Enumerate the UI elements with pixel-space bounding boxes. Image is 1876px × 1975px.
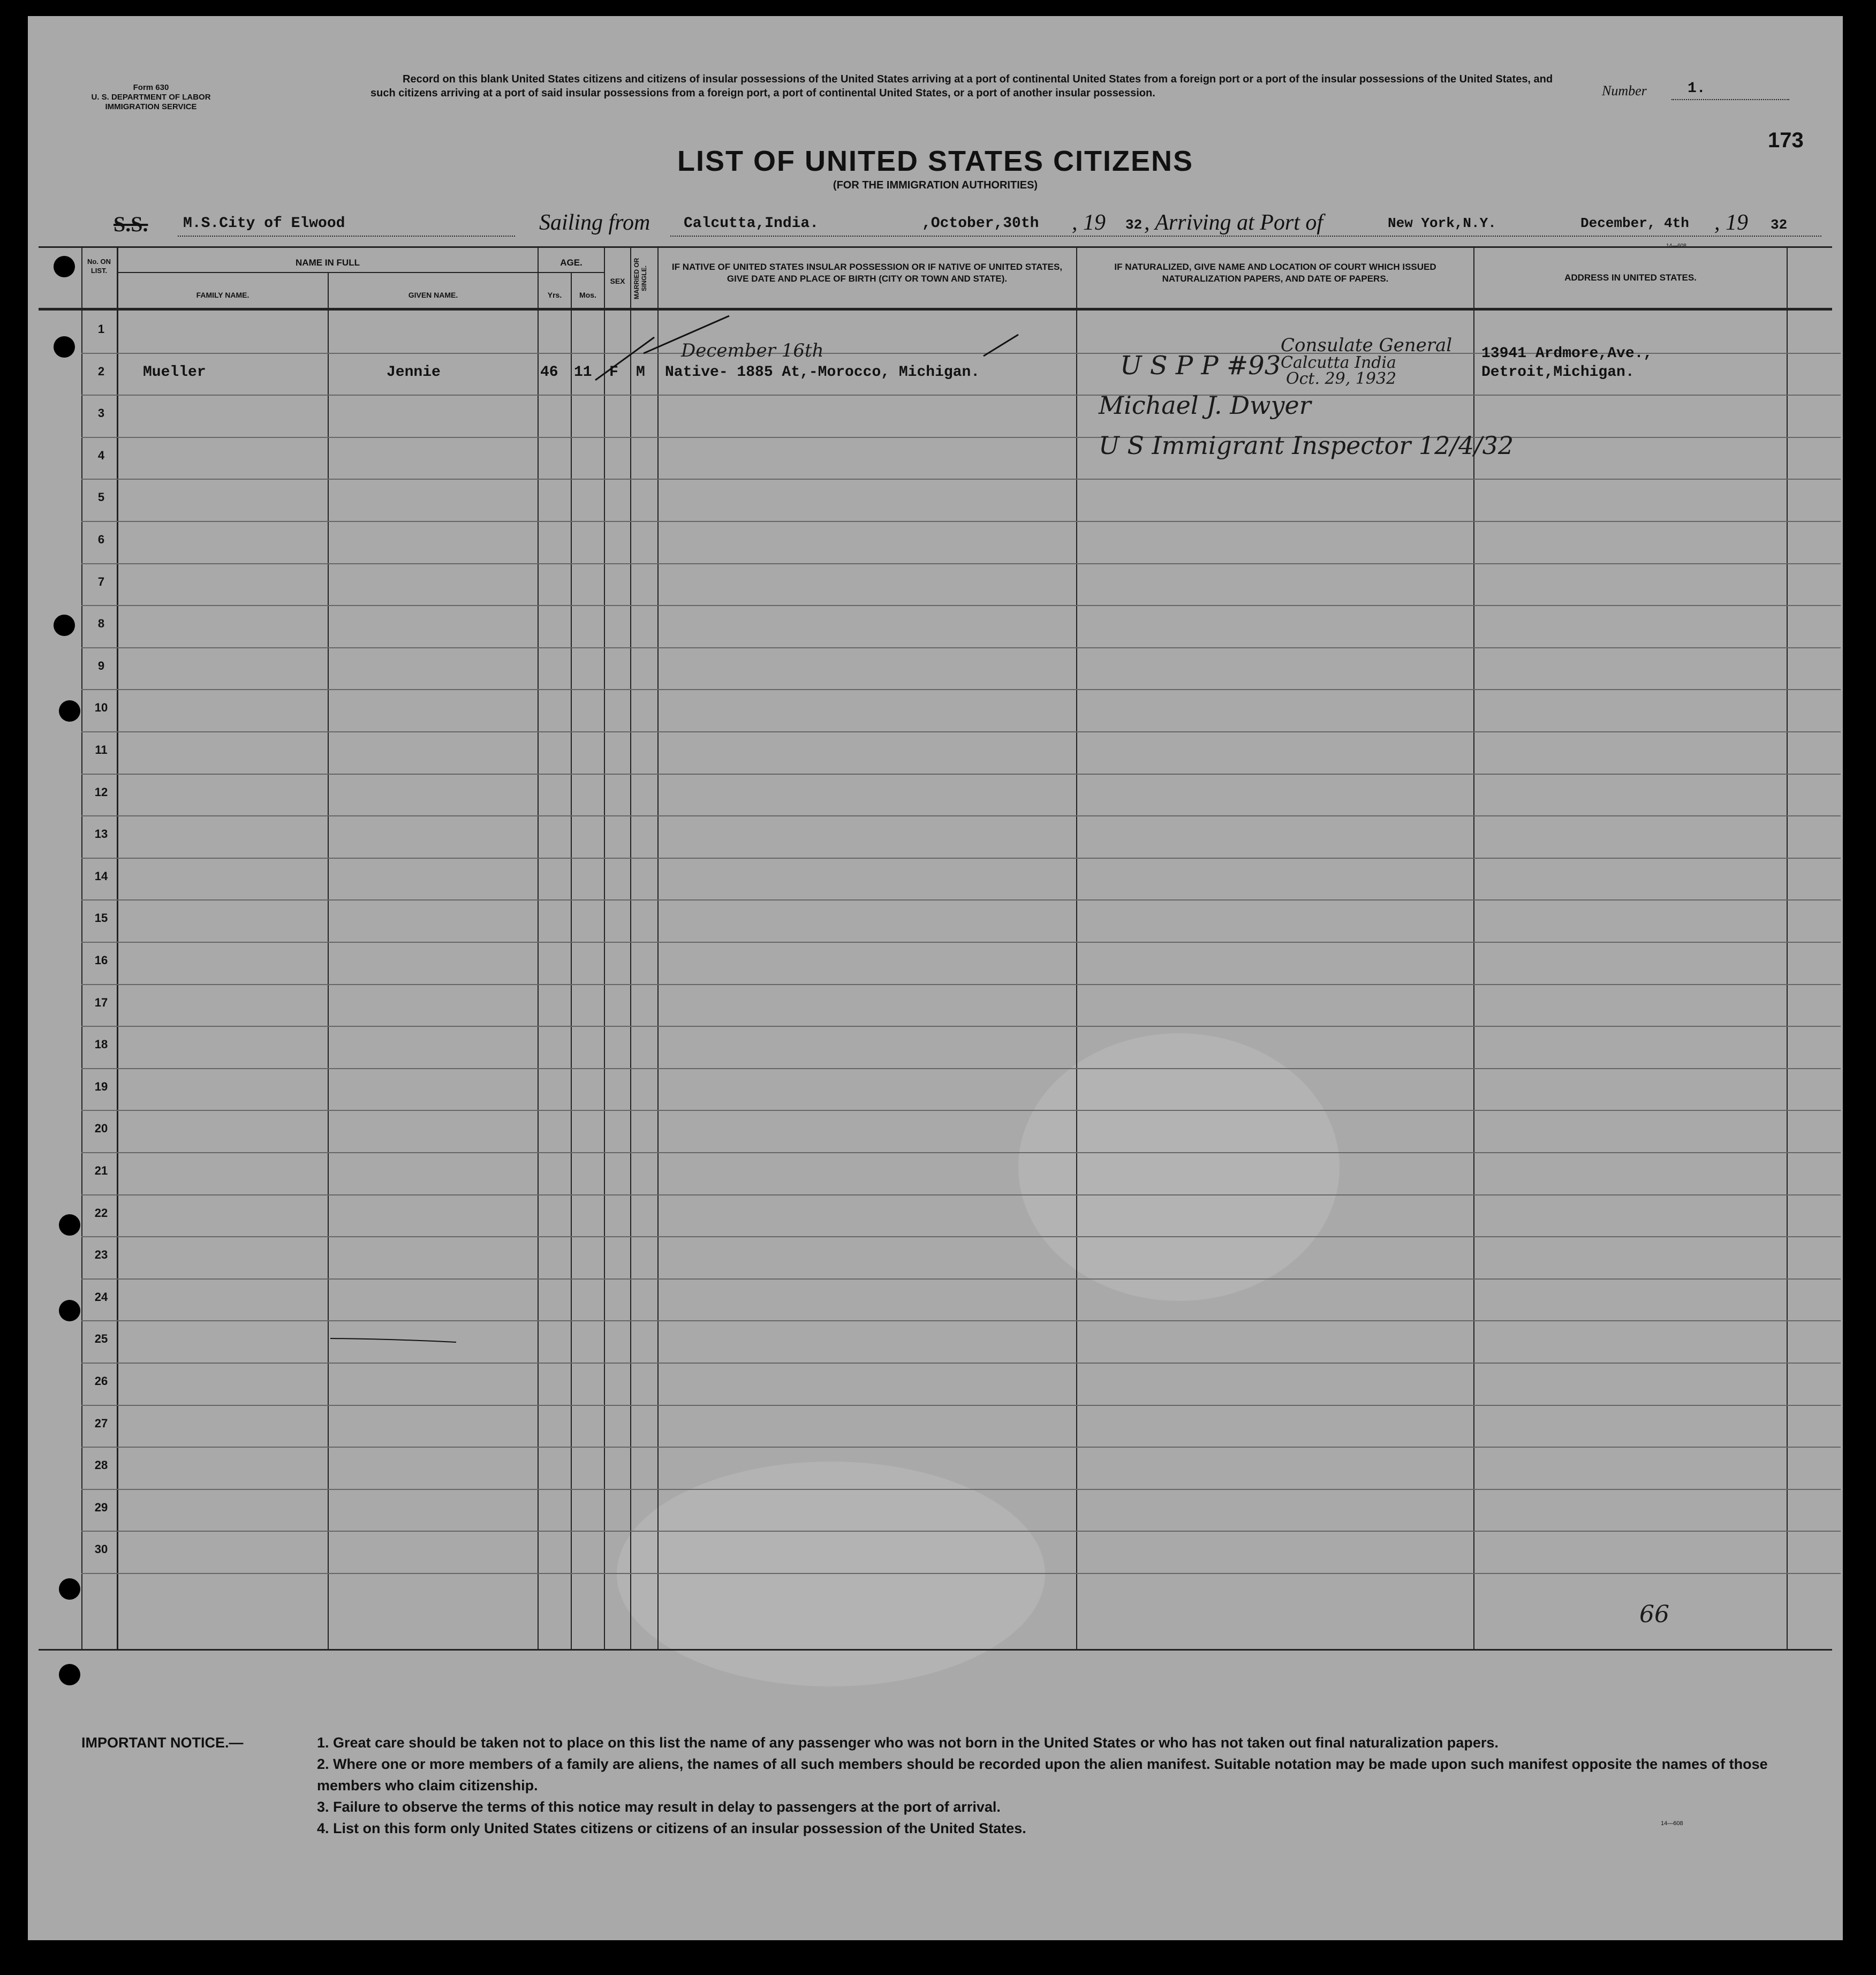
punch-hole [59, 1214, 80, 1236]
service-name: IMMIGRATION SERVICE [105, 102, 197, 111]
entry-age-yrs: 46 [540, 364, 558, 381]
entry-age-mos: 11 [574, 364, 592, 381]
row-rule [81, 984, 1841, 985]
row-number: 3 [97, 406, 105, 420]
header-married-single: MARRIED OR SINGLE. [633, 258, 648, 299]
row-rule [81, 605, 1841, 606]
manifest-sheet [28, 16, 1843, 1940]
row-rule [81, 563, 1841, 564]
header-age: AGE. [560, 258, 583, 268]
row-rule [81, 647, 1841, 648]
notice-item: 1. Great care should be taken not to place on this list the name of any passenger who was not born in the United States or who has not taken out final naturalization papers. [317, 1735, 1499, 1751]
inspector-title: U S Immigrant Inspector 12/4/32 [1099, 431, 1514, 460]
ship-name: M.S.City of Elwood [183, 215, 345, 232]
row-rule [81, 1320, 1841, 1321]
entry-birth-typed: Native- 1885 At,-Morocco, Michigan. [665, 364, 980, 381]
form-instructions: Record on this blank United States citizens and citizens of insular possessions of the United States arriving at a port of continental United States from a foreign port or a port of the insular possessions of the United States, and such citizens arriving at a port of said insular possessions from a foreign port, a port of continental United States, or a port of another insular possession. [370, 73, 1553, 99]
page-number: 173 [1768, 128, 1804, 152]
row-number: 22 [94, 1206, 108, 1220]
notice-item: 4. List on this form only United States citizens or citizens of an insular possession of the United States. [317, 1820, 1026, 1836]
punch-hole [54, 615, 75, 636]
number-label: Number [1602, 83, 1647, 99]
row-rule [81, 1278, 1841, 1280]
sailing-from: Calcutta,India. [684, 215, 819, 232]
row-number: 20 [94, 1122, 108, 1135]
entry-family-name: Mueller [143, 364, 206, 381]
row-number: 9 [97, 659, 105, 672]
row-number: 8 [97, 617, 105, 630]
entry-sex: F [609, 364, 618, 381]
sailing-label: Sailing from [539, 210, 650, 235]
entry-naturalized-papers: U S P P #93 [1120, 351, 1281, 381]
col-divider [538, 246, 539, 1649]
header-age-yrs: Yrs. [547, 291, 562, 299]
entry-address-line1: 13941 Ardmore,Ave., [1481, 345, 1653, 362]
row-rule [81, 1447, 1841, 1448]
ship-underline [178, 236, 515, 237]
entry-naturalized-consulate: Consulate General [1281, 335, 1453, 356]
header-bottom-border [39, 308, 1832, 311]
row-number: 7 [97, 575, 105, 588]
row-rule [81, 395, 1841, 396]
sailing-year: 32 [1125, 217, 1143, 233]
row-rule [81, 815, 1841, 816]
notice-item: 2. Where one or more members of a family are aliens, the names of all such members should be recorded upon the alien manifest. Suitable notation may be made upon such manifest opposite the names of those members who claim citizenship. [317, 1756, 1768, 1794]
row-rule [81, 1026, 1841, 1027]
pen-stroke [330, 1338, 456, 1342]
row-number: 24 [94, 1290, 108, 1304]
row-number: 26 [94, 1374, 108, 1388]
row-number: 23 [94, 1248, 108, 1261]
row-number: 19 [94, 1080, 108, 1093]
row-rule [81, 899, 1841, 901]
pen-strokes [590, 305, 751, 391]
row-rule [81, 1110, 1841, 1111]
pen-stroke [644, 316, 729, 353]
row-number: 5 [97, 490, 105, 504]
row-number: 27 [94, 1417, 108, 1430]
row-number: 29 [94, 1501, 108, 1514]
sailing-year-prefix: , 19 [1072, 210, 1106, 235]
row-number: 18 [94, 1038, 108, 1051]
punch-hole [54, 336, 75, 358]
header-birth: IF NATIVE OF UNITED STATES INSULAR POSSESSION OR IF NATIVE OF UNITED STATES, GIVE DATE AND PLACE OF BIRTH (CITY OR TOWN AND STATE). [671, 262, 1063, 284]
inspector-signature: Michael J. Dwyer [1099, 391, 1311, 420]
row-rule [81, 521, 1841, 522]
sailing-date: ,October,30th [922, 215, 1039, 232]
pen-stroke [984, 335, 1018, 356]
col-divider [81, 246, 82, 1649]
row-rule [81, 437, 1841, 438]
row-rule [81, 858, 1841, 859]
arriving-port: New York,N.Y. [1388, 215, 1496, 231]
row-rule [81, 1363, 1841, 1364]
bottom-code: 14—608 [1661, 1820, 1683, 1827]
row-rule [81, 689, 1841, 690]
row-rule [81, 731, 1841, 732]
row-number: 30 [94, 1542, 108, 1556]
entry-given-name: Jennie [387, 364, 441, 381]
voyage-underline [670, 236, 1821, 237]
row-number: 28 [94, 1458, 108, 1472]
punch-hole [59, 1300, 80, 1321]
row-rule [81, 1236, 1841, 1237]
row-rule [81, 774, 1841, 775]
row-number: 21 [94, 1164, 108, 1177]
row-rule [81, 1573, 1841, 1574]
header-sex: SEX [610, 277, 625, 285]
header-age-mos: Mos. [579, 291, 596, 299]
entry-married-single: M [636, 364, 645, 381]
header-naturalized: IF NATURALIZED, GIVE NAME AND LOCATION OF COURT WHICH ISSUED NATURALIZATION PAPERS, AND DATE OF PAPERS. [1114, 262, 1436, 284]
entry-birth-handwritten: December 16th [681, 340, 824, 361]
ship-prefix: S.S. [114, 212, 148, 236]
number-value: 1. [1688, 80, 1706, 97]
row-rule [81, 1068, 1841, 1069]
water-stain [617, 1462, 1045, 1686]
row-rule [81, 1152, 1841, 1153]
form-number: Form 630 [133, 83, 169, 92]
row-number: 13 [94, 827, 108, 841]
punch-hole [59, 1664, 80, 1685]
entry-address-line2: Detroit,Michigan. [1481, 364, 1635, 381]
row-rule [81, 479, 1841, 480]
tick-mark [981, 332, 1024, 359]
punch-hole [59, 700, 80, 722]
header-name-in-full: NAME IN FULL [296, 258, 360, 268]
page-title: LIST OF UNITED STATES CITIZENS [677, 145, 1193, 177]
form-identifier [81, 83, 221, 112]
arriving-label: , Arriving at Port of [1144, 210, 1323, 235]
table-bottom-border [39, 1649, 1832, 1651]
row-number: 14 [94, 869, 108, 883]
punch-hole [59, 1578, 80, 1600]
bottom-annotation: 66 [1639, 1601, 1669, 1628]
water-stain [1018, 1033, 1340, 1301]
entry-naturalized-location: Calcutta India [1281, 353, 1396, 372]
header-no-on-list: No. ON LIST. [87, 258, 111, 275]
row-rule [81, 1194, 1841, 1195]
page-subtitle: (FOR THE IMMIGRATION AUTHORITIES) [833, 179, 1038, 191]
arriving-year: 32 [1771, 217, 1788, 233]
entry-naturalized-date: Oct. 29, 1932 [1286, 369, 1397, 388]
row-rule [81, 1531, 1841, 1532]
row-number: 25 [94, 1332, 108, 1345]
notice-item: 3. Failure to observe the terms of this notice may result in delay to passengers at the port of arrival. [317, 1799, 1001, 1815]
subheader-rule [118, 272, 604, 273]
row-number: 10 [94, 701, 108, 714]
pen-stroke [595, 337, 654, 380]
department-name: U. S. DEPARTMENT OF LABOR [91, 93, 211, 102]
pen-mark [328, 1336, 467, 1346]
col-divider [630, 246, 631, 1649]
row-number: 6 [97, 533, 105, 546]
row-number: 1 [97, 322, 105, 336]
col-divider [1076, 246, 1077, 1649]
col-divider [1787, 246, 1788, 1649]
header-address: ADDRESS IN UNITED STATES. [1564, 273, 1697, 283]
arriving-year-prefix: , 19 [1714, 210, 1748, 235]
row-number: 15 [94, 911, 108, 925]
header-family-name: FAMILY NAME. [196, 291, 249, 299]
row-number: 12 [94, 785, 108, 799]
row-number: 4 [97, 449, 105, 462]
number-underline [1671, 99, 1789, 100]
notice-heading: IMPORTANT NOTICE.— [81, 1735, 244, 1751]
row-rule [81, 942, 1841, 943]
row-number: 11 [95, 743, 108, 756]
row-rule [81, 1405, 1841, 1406]
important-notice [81, 1732, 1821, 1839]
punch-hole [54, 256, 75, 277]
col-divider [604, 246, 605, 1649]
col-divider [657, 246, 659, 1649]
row-number: 16 [94, 954, 108, 967]
row-number: 2 [97, 365, 105, 378]
row-number: 17 [94, 996, 108, 1009]
header-given-name: GIVEN NAME. [408, 291, 458, 299]
row-rule [81, 1489, 1841, 1490]
arriving-date: December, 4th [1580, 215, 1689, 231]
table-top-border [39, 246, 1832, 248]
